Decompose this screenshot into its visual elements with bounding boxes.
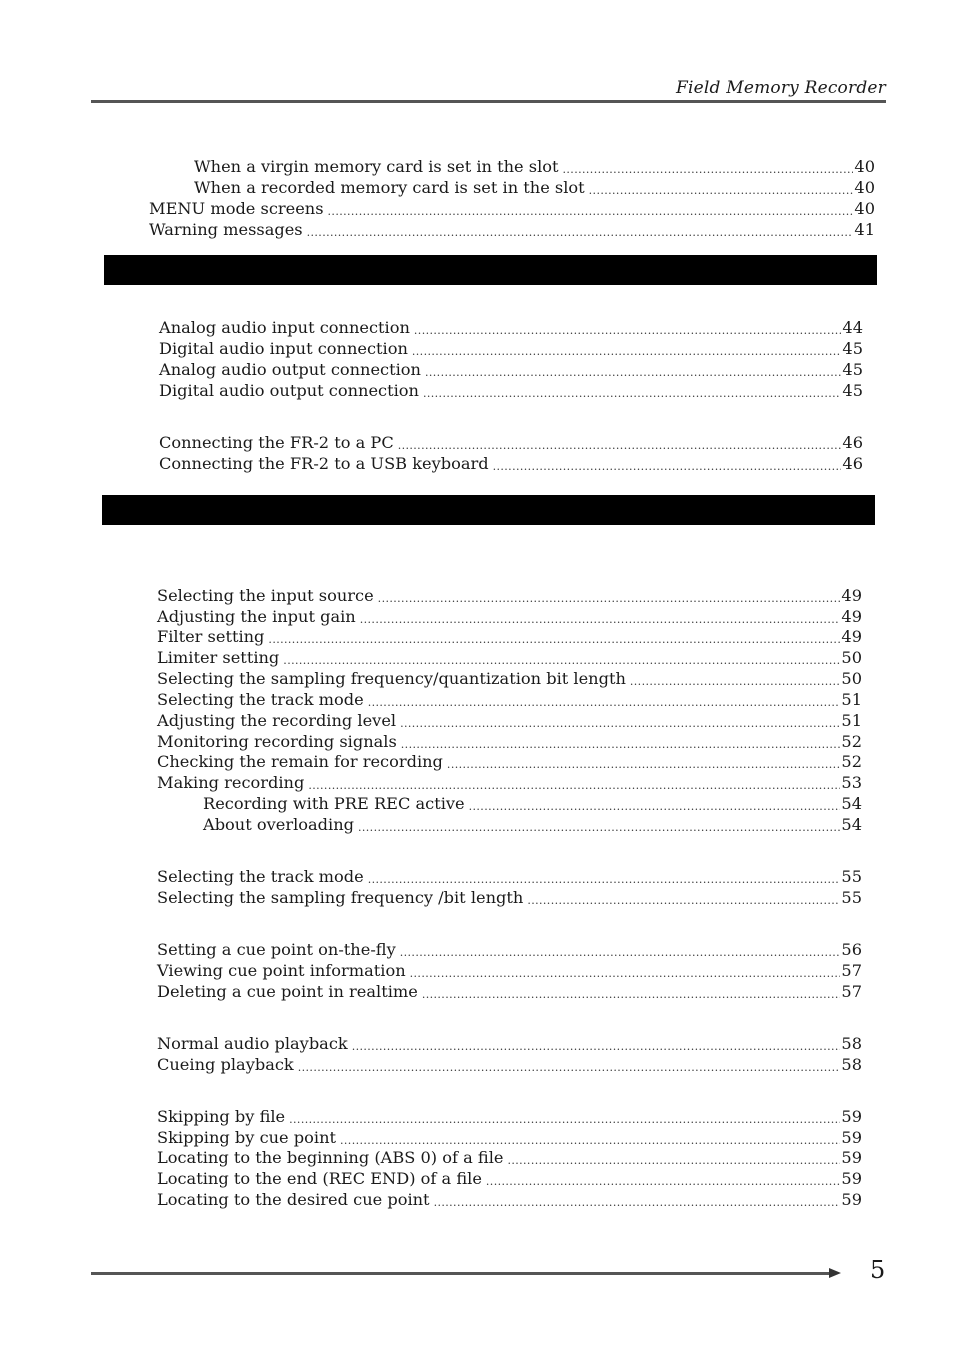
chapter-heading-bar	[104, 255, 877, 285]
toc-leader-dots	[400, 716, 840, 731]
toc-leader-dots	[328, 204, 854, 219]
toc-entry[interactable]	[203, 815, 862, 835]
toc-entry-page: 55	[841, 867, 862, 886]
toc-leader-dots	[507, 1153, 840, 1168]
toc-entry[interactable]	[157, 867, 862, 887]
toc-entry-title: MENU mode screens	[149, 199, 324, 218]
toc-leader-dots	[298, 1060, 841, 1075]
toc-entry[interactable]	[157, 690, 862, 710]
toc-entry-page: 46	[842, 454, 863, 473]
toc-leader-dots	[563, 162, 854, 177]
toc-entry-title: When a recorded memory card is set in the slot	[194, 178, 585, 197]
toc-entry-title: Skipping by cue point	[157, 1128, 336, 1147]
toc-leader-dots	[486, 1174, 840, 1189]
toc-entry-title: Setting a cue point on-the-fly	[157, 940, 396, 959]
toc-leader-dots	[422, 987, 841, 1002]
toc-entry-title: Analog audio input connection	[159, 318, 410, 337]
toc-entry[interactable]	[203, 794, 862, 814]
toc-entry[interactable]	[157, 888, 862, 908]
toc-leader-dots	[368, 872, 841, 887]
toc-leader-dots	[368, 695, 841, 710]
toc-entry-title: Viewing cue point information	[157, 961, 406, 980]
toc-entry-title: Normal audio playback	[157, 1034, 348, 1053]
toc-entry-title: Warning messages	[149, 220, 303, 239]
toc-entry-title: When a virgin memory card is set in the slot	[194, 157, 559, 176]
toc-entry-title: Adjusting the recording level	[157, 711, 397, 730]
toc-entry[interactable]	[157, 1169, 862, 1189]
toc-entry-title: Locating to the end (REC END) of a file	[157, 1169, 482, 1188]
toc-entry-page: 45	[842, 360, 863, 379]
toc-leader-dots	[289, 1112, 840, 1127]
toc-entry[interactable]	[157, 940, 862, 960]
toc-entry-title: Selecting the input source	[157, 586, 374, 605]
header-rule	[91, 100, 886, 103]
toc-entry-page: 51	[841, 690, 862, 709]
toc-entry[interactable]	[157, 1034, 862, 1054]
toc-entry[interactable]	[157, 752, 862, 772]
toc-entry[interactable]	[157, 1148, 862, 1168]
toc-entry[interactable]	[157, 1128, 862, 1148]
page-number: 5	[870, 1256, 886, 1284]
toc-entry-title: Monitoring recording signals	[157, 732, 397, 751]
toc-entry-title: Recording with PRE REC active	[203, 794, 465, 813]
toc-entry-title: Digital audio output connection	[159, 381, 419, 400]
toc-entry-title: Checking the remain for recording	[157, 752, 443, 771]
toc-entry-page: 40	[854, 199, 875, 218]
toc-leader-dots	[340, 1133, 840, 1148]
toc-entry-page: 59	[841, 1169, 862, 1188]
toc-entry-title: Limiter setting	[157, 648, 280, 667]
chapter-heading-bar	[102, 495, 875, 525]
toc-entry-title: Selecting the track mode	[157, 690, 364, 709]
toc-leader-dots	[425, 365, 841, 380]
toc-entry-title: Selecting the sampling frequency /bit length	[157, 888, 524, 907]
toc-entry[interactable]	[157, 982, 862, 1002]
toc-entry-page: 59	[841, 1190, 862, 1209]
toc-entry-page: 51	[841, 711, 862, 730]
toc-entry[interactable]	[157, 732, 862, 752]
toc-entry-page: 53	[841, 773, 862, 792]
toc-leader-dots	[469, 799, 841, 814]
toc-entry-title: Deleting a cue point in realtime	[157, 982, 418, 1001]
toc-entry-page: 52	[841, 752, 862, 771]
toc-entry[interactable]	[157, 586, 862, 606]
toc-entry-page: 49	[841, 607, 862, 626]
toc-leader-dots	[268, 632, 840, 647]
toc-leader-dots	[358, 820, 840, 835]
toc-entry[interactable]	[157, 607, 862, 627]
toc-leader-dots	[307, 225, 854, 240]
toc-entry[interactable]	[157, 1190, 862, 1210]
toc-entry-title: Connecting the FR-2 to a USB keyboard	[159, 454, 489, 473]
toc-entry[interactable]	[149, 199, 875, 219]
toc-entry-page: 57	[841, 982, 862, 1001]
toc-entry[interactable]	[159, 360, 863, 380]
toc-leader-dots	[630, 674, 841, 689]
toc-entry-page: 58	[841, 1055, 862, 1074]
toc-leader-dots	[308, 778, 840, 793]
toc-leader-dots	[360, 612, 841, 627]
toc-entry[interactable]	[159, 381, 863, 401]
toc-leader-dots	[414, 323, 841, 338]
toc-entry-page: 45	[842, 381, 863, 400]
toc-entry-title: Analog audio output connection	[159, 360, 421, 379]
toc-entry-title: Adjusting the input gain	[157, 607, 356, 626]
toc-leader-dots	[398, 438, 842, 453]
toc-leader-dots	[434, 1195, 841, 1210]
toc-leader-dots	[447, 757, 840, 772]
toc-entry[interactable]	[157, 961, 862, 981]
toc-entry-page: 49	[841, 586, 862, 605]
toc-entry-page: 52	[841, 732, 862, 751]
toc-entry-title: Locating to the beginning (ABS 0) of a file	[157, 1148, 504, 1167]
arrow-right-icon	[829, 1268, 841, 1278]
toc-entry-page: 58	[841, 1034, 862, 1053]
toc-entry-page: 57	[841, 961, 862, 980]
toc-entry-page: 40	[854, 157, 875, 176]
toc-entry-page: 41	[854, 220, 875, 239]
toc-leader-dots	[352, 1039, 841, 1054]
toc-leader-dots	[589, 183, 854, 198]
toc-entry-page: 49	[841, 627, 862, 646]
toc-entry-page: 59	[841, 1107, 862, 1126]
toc-leader-dots	[378, 591, 841, 606]
toc-leader-dots	[527, 893, 840, 908]
toc-leader-dots	[423, 386, 841, 401]
toc-entry[interactable]	[159, 339, 863, 359]
toc-leader-dots	[410, 966, 841, 981]
toc-leader-dots	[493, 459, 842, 474]
toc-entry-page: 45	[842, 339, 863, 358]
toc-entry-title: Locating to the desired cue point	[157, 1190, 430, 1209]
toc-entry-page: 56	[841, 940, 862, 959]
toc-entry[interactable]	[159, 454, 863, 474]
toc-entry[interactable]	[149, 220, 875, 240]
toc-entry[interactable]	[157, 627, 862, 647]
toc-leader-dots	[400, 945, 841, 960]
toc-entry-title: About overloading	[203, 815, 354, 834]
toc-entry-page: 54	[841, 794, 862, 813]
toc-entry-page: 55	[841, 888, 862, 907]
toc-entry-title: Selecting the track mode	[157, 867, 364, 886]
toc-entry[interactable]	[157, 1107, 862, 1127]
toc-entry-page: 46	[842, 433, 863, 452]
toc-entry[interactable]	[194, 157, 875, 177]
toc-entry-title: Connecting the FR-2 to a PC	[159, 433, 394, 452]
toc-leader-dots	[401, 737, 841, 752]
toc-entry[interactable]	[157, 711, 862, 731]
toc-entry[interactable]	[157, 669, 862, 689]
toc-entry-title: Making recording	[157, 773, 305, 792]
toc-entry-title: Selecting the sampling frequency/quantization bit length	[157, 669, 626, 688]
toc-entry-title: Skipping by file	[157, 1107, 286, 1126]
toc-entry[interactable]	[157, 648, 862, 668]
toc-entry-title: Filter setting	[157, 627, 265, 646]
toc-entry-page: 54	[841, 815, 862, 834]
toc-entry[interactable]	[194, 178, 875, 198]
toc-entry-page: 50	[841, 669, 862, 688]
toc-leader-dots	[412, 344, 842, 359]
footer-rule	[91, 1272, 831, 1275]
toc-entry-page: 50	[841, 648, 862, 667]
toc-leader-dots	[283, 653, 840, 668]
toc-entry-page: 40	[854, 178, 875, 197]
toc-entry[interactable]	[159, 318, 863, 338]
toc-entry-page: 59	[841, 1148, 862, 1167]
toc-entry-page: 44	[842, 318, 863, 337]
toc-entry-title: Digital audio input connection	[159, 339, 408, 358]
toc-entry-title: Cueing playback	[157, 1055, 294, 1074]
toc-entry-page: 59	[841, 1128, 862, 1147]
toc-entry[interactable]	[159, 433, 863, 453]
toc-entry[interactable]	[157, 1055, 862, 1075]
toc-entry[interactable]	[157, 773, 862, 793]
running-header-title: Field Memory Recorder	[676, 78, 886, 98]
